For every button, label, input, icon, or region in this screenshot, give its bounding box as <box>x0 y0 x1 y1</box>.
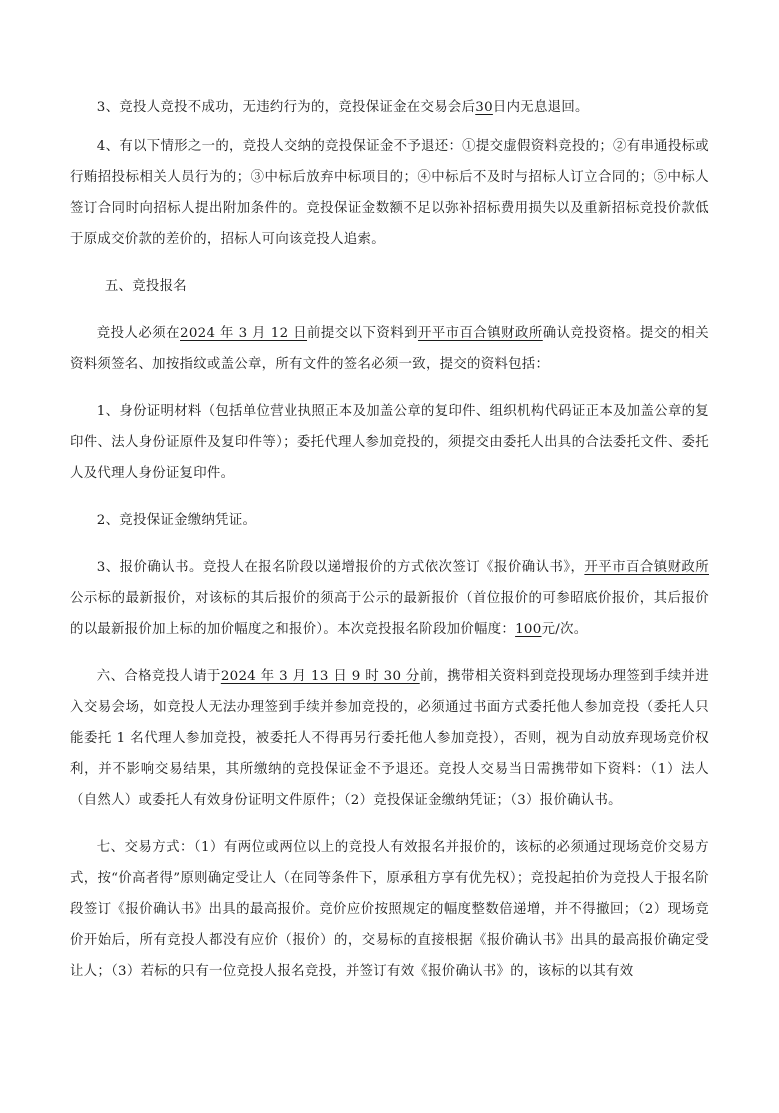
refund-days: 30 <box>475 100 493 115</box>
paragraph-trading-method: 七、交易方式：（1）有两位或两位以上的竞投人有效报名并报价的，该标的必须通过现场竞价交易方式，按“价高者得”原则确定受让人（在同等条件下，原承租方享有优先权）；竞投起拍价为竞投人于报名阶段签订《报价确认书》出具的最高报价。竞价应价按照规定的幅度整数倍递增，并不得撤回；（2）现场竞价开始后，所有竞投人都没有应价（报价）的，交易标的直接根据《报价确认书》出具的最高报价确定受让人；（3）若标的只有一位竞投人报名竞投，并签订有效《报价确认书》的，该标的以其有效 <box>70 840 709 979</box>
paragraph-deposit-proof: 2、竞投保证金缴纳凭证。 <box>96 513 257 528</box>
bid-increment: 100 <box>515 622 542 637</box>
paragraph-check-in: 六、合格竞投人请于2024 年 3 月 13 日 9 时 30 分前，携带相关资料到竞投现场办理签到手续并进入交易会场，如竞投人无法办理签到手续并参加竞投的，必须通过书面方式委托他人参加竞投（委托人只能委托 1 名代理人参加竞投，被委托人不得再另行委托他人参加竞投），否则，视为自动放弃现场竞价权利，并不影响交易结果，其所缴纳的竞投保证金不予退还。竞投人交易当日需携带如下资料：（1）法人（自然人）或委托人有效身份证明文件原件；（2）竞投保证金缴纳凭证；（3）报价确认书。 <box>70 669 709 808</box>
section-heading-registration: 五、竞投报名 <box>104 279 187 294</box>
check-in-time: 2024 年 3 月 13 日 9 时 30 分 <box>220 669 420 684</box>
registration-deadline: 2024 年 3 月 12 日 <box>180 326 308 341</box>
paragraph-registration: 竞投人必须在2024 年 3 月 12 日前提交以下资料到开平市百合镇财政所确认竞投资格。提交的相关资料须签名、加按指纹或盖公章，所有文件的签名必须一致，提交的资料包括： <box>70 326 709 372</box>
registration-office: 开平市百合镇财政所 <box>417 326 543 341</box>
paragraph-deposit-refund: 3、竞投人竞投不成功，无违约行为的，竞投保证金在交易会后30日内无息退回。 <box>96 100 589 115</box>
paragraph-identity-documents: 1、身份证明材料（包括单位营业执照正本及加盖公章的复印件、组织机构代码证正本及加盖公章的复印件、法人身份证原件及复印件等）；委托代理人参加竞投的，须提交由委托人出具的合法委托文件、委托人及代理人身份证复印件。 <box>70 404 709 481</box>
paragraph-quote-confirmation: 3、报价确认书。竞投人在报名阶段以递增报价的方式依次签订《报价确认书》，开平市百合镇财政所公示标的最新报价，对该标的其后报价的须高于公示的最新报价（首位报价的可参昭底价报价，其后报价的以最新报价加上标的加价幅度之和报价）。本次竞投报名阶段加价幅度：100元/次。 <box>70 560 709 637</box>
paragraph-deposit-forfeit: 4、有以下情形之一的，竞投人交纳的竞投保证金不予退还：①提交虚假资料竞投的；②有串通投标或行贿招投标相关人员行为的；③中标后放弃中标项目的；④中标后不及时与招标人订立合同的；⑤中标人签订合同时向招标人提出附加条件的。竞投保证金数额不足以弥补招标费用损失以及重新招标竞投价款低于原成交价款的差价的，招标人可向该竞投人追索。 <box>70 139 709 247</box>
quote-office: 开平市百合镇财政所 <box>584 560 709 575</box>
